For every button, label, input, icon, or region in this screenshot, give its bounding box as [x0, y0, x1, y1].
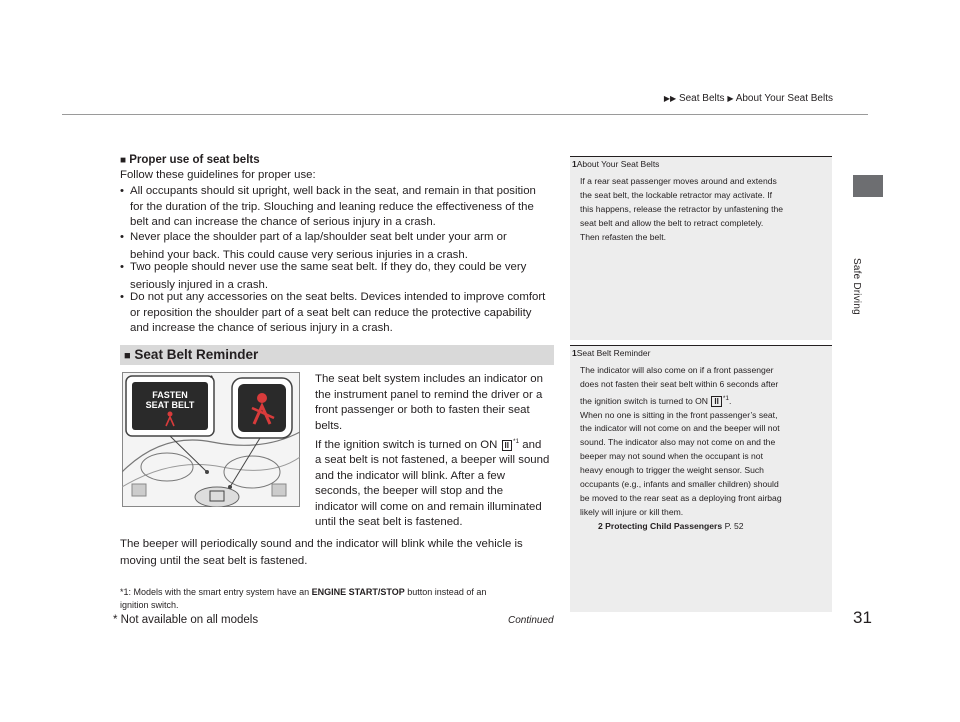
indicator-label-line: SEAT BELT	[145, 400, 195, 410]
breadcrumb-item[interactable]: Seat Belts	[678, 93, 725, 104]
list-item-line: or reposition the shoulder part of a seat belt can reduce the protective capability	[130, 306, 532, 319]
text-line: the indicator will not come on and the beeper will not	[580, 423, 780, 434]
square-bullet-icon: ■	[124, 350, 131, 362]
note-body	[580, 175, 830, 245]
note-heading	[572, 159, 659, 169]
proper-use-heading-text: Proper use of seat belts	[129, 154, 260, 166]
note-marker-icon: 1	[572, 348, 577, 358]
seat-belt-indicator-illustration	[122, 372, 300, 507]
breadcrumb-item[interactable]: About Your Seat Belts	[735, 93, 833, 104]
note-divider	[570, 156, 832, 157]
text-line: and the indicator will blink. After a few	[315, 469, 505, 482]
text-line: likely will injure or kill them.	[580, 506, 684, 517]
not-available-note: * Not available on all models	[113, 614, 259, 626]
bullet-dot-icon: •	[120, 261, 124, 273]
text-line: indicator will come on and remain illuminated	[315, 500, 542, 513]
footnote-text: button instead of an	[404, 587, 487, 597]
section-side-label: Safe Driving	[851, 258, 862, 315]
text-line: The beeper will periodically sound and the indicator will blink while the vehicle is	[120, 538, 523, 550]
list-item	[120, 260, 552, 293]
text-line: belts.	[315, 419, 343, 432]
ignition-key-icon: II	[502, 440, 512, 451]
breadcrumb	[664, 93, 833, 104]
text-line	[580, 392, 830, 409]
list-item-line: Two people should never use the same seat belt. If they do, they could be very	[130, 261, 527, 273]
text-line: the seat belt, the lockable retractor may activate. If	[580, 189, 773, 200]
footnote	[120, 586, 555, 612]
text-line: beeper may not sound when the occupant is not	[580, 451, 763, 462]
text-line: be moved to the rear seat as a deploying front airbag	[580, 493, 782, 504]
list-item-line: for the duration of the trip. Slouching and leaning reduce the effectiveness of the	[130, 200, 534, 213]
text-line: front passenger or both to fasten their seat	[315, 404, 530, 416]
note-heading	[572, 348, 650, 358]
reference-title[interactable]: Protecting Child Passengers	[605, 520, 723, 531]
seat-belt-reminder-heading	[124, 347, 258, 362]
cross-reference-link[interactable]	[580, 520, 830, 534]
section-tab-marker	[853, 175, 883, 197]
list-item	[120, 230, 552, 263]
note-box-about-seat-belts	[570, 156, 832, 340]
reminder-text	[315, 372, 555, 531]
list-item-line: seriously injured in a crash.	[130, 278, 269, 291]
list-item-line: behind your back. This could cause very serious injuries in a crash.	[130, 248, 468, 261]
text-fragment: If the ignition switch is turned on ON	[315, 438, 498, 451]
note-body	[580, 364, 830, 534]
note-marker-icon: 1	[572, 159, 577, 169]
note-divider	[570, 345, 832, 346]
list-item	[120, 290, 552, 337]
bullet-dot-icon: •	[120, 291, 124, 303]
list-item-line: belt and can increase the chance of serious injury in a crash.	[130, 216, 436, 228]
text-fragment: the ignition switch is turned to ON	[580, 395, 709, 406]
seat-belt-reminder-bar	[120, 345, 554, 365]
reference-page[interactable]: P. 52	[724, 520, 744, 531]
bullet-dot-icon: •	[120, 185, 124, 197]
proper-use-heading	[120, 154, 260, 166]
beeper-paragraph	[120, 536, 552, 570]
footnote-text: ignition switch.	[120, 600, 179, 610]
text-fragment: and	[519, 438, 542, 451]
breadcrumb-arrow-icon: ▶	[727, 94, 734, 103]
footnote-ref[interactable]: *1	[722, 394, 730, 402]
list-item-line: Do not put any accessories on the seat belts. Devices intended to improve comfort	[130, 291, 546, 303]
text-line: Then refasten the belt.	[580, 231, 666, 242]
text-line: The seat belt system includes an indicator on	[315, 373, 543, 385]
indicator-label-line: FASTEN	[152, 390, 188, 400]
proper-use-intro: Follow these guidelines for proper use:	[120, 169, 316, 181]
text-line: this happens, release the retractor by unfastening the	[580, 203, 784, 214]
note-heading-text[interactable]: About Your Seat Belts	[576, 159, 660, 169]
note-box-seat-belt-reminder	[570, 345, 832, 612]
footnote-bold: ENGINE START/STOP	[311, 587, 405, 597]
text-line: seconds, the beeper will stop and the	[315, 485, 504, 498]
text-line: When no one is sitting in the front passenger’s seat,	[580, 409, 778, 420]
note-heading-text[interactable]: Seat Belt Reminder	[576, 348, 651, 358]
reference-arrow-icon: 2	[598, 520, 603, 531]
text-line: heavy enough to trigger the weight sensor. Such	[580, 465, 764, 476]
text-line: does not fasten their seat belt within 6 seconds after	[580, 378, 779, 389]
continued-label: Continued	[508, 615, 554, 626]
text-line: a seat belt is not fastened, a beeper will sound	[315, 454, 550, 467]
footnote-text: *1: Models with the smart entry system have an	[120, 587, 312, 597]
text-line: occupants (e.g., infants and smaller children) should	[580, 479, 779, 490]
text-line: If a rear seat passenger moves around and extends	[580, 176, 777, 186]
text-line: The indicator will also come on if a front passenger	[580, 365, 774, 375]
indicator-label	[132, 390, 208, 410]
text-fragment: .	[729, 395, 732, 406]
square-bullet-icon: ■	[120, 155, 127, 166]
list-item	[120, 184, 552, 231]
list-item-line: and increase the chance of serious injury in a crash.	[130, 322, 393, 334]
header-divider	[62, 114, 868, 115]
text-line: the instrument panel to remind the driver or a	[315, 388, 543, 401]
text-line: sound. The indicator also may not come on and the	[580, 437, 776, 448]
seat-belt-reminder-heading-text: Seat Belt Reminder	[134, 347, 259, 362]
ignition-key-icon: II	[711, 396, 721, 407]
text-line	[315, 434, 555, 453]
list-item-line: All occupants should sit upright, well back in the seat, and remain in that position	[130, 185, 536, 197]
text-line: moving until the seat belt is fastened.	[120, 555, 308, 567]
bullet-dot-icon: •	[120, 231, 124, 243]
text-line: until the seat belt is fastened.	[315, 516, 463, 529]
availability-star: *	[210, 374, 214, 383]
footnote-ref[interactable]: *1	[512, 438, 520, 445]
page-number: 31	[853, 608, 872, 627]
breadcrumb-arrow-icon: ▶▶	[663, 94, 677, 103]
text-line: seat belt and allow the belt to retract completely.	[580, 217, 764, 228]
list-item-line: Never place the shoulder part of a lap/shoulder seat belt under your arm or	[130, 231, 507, 243]
